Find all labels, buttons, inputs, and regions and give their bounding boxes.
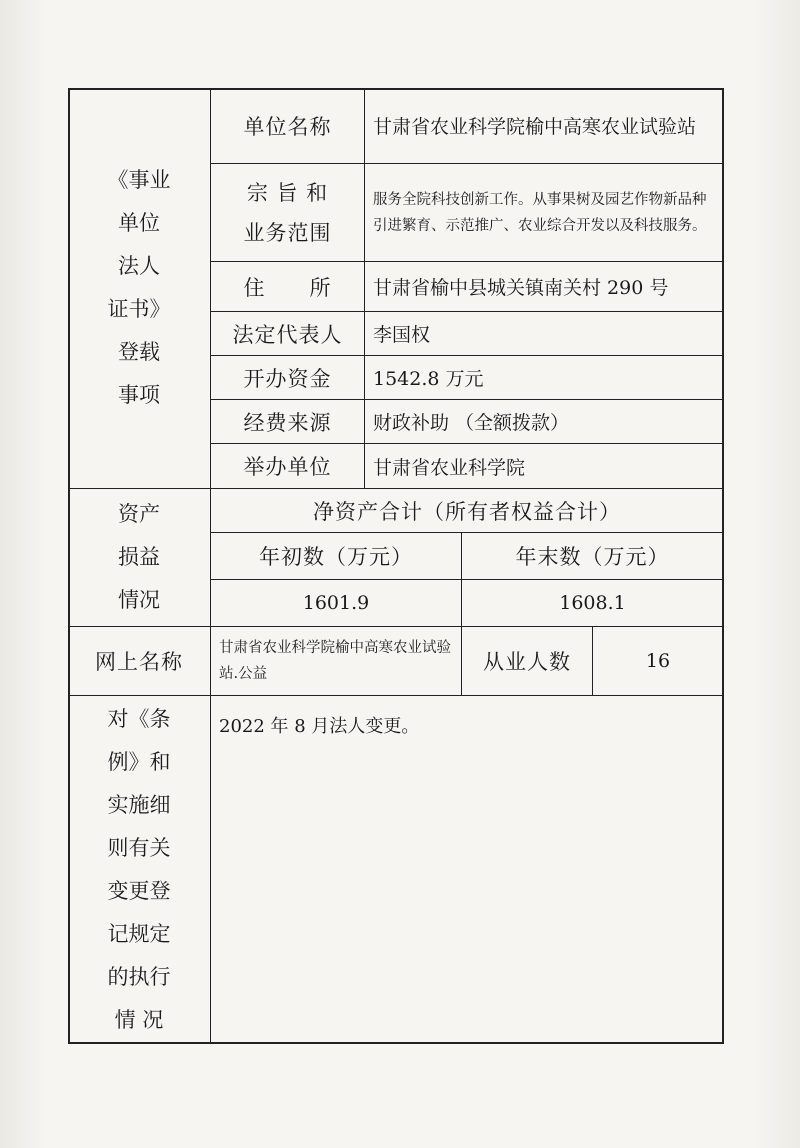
begin-amount-value: 1601.9	[211, 580, 462, 627]
purpose-scope-label	[211, 164, 365, 262]
assets-title-line: 资产	[118, 502, 160, 526]
assets-title-line: 损益	[118, 545, 160, 569]
assets-title-line: 情况	[118, 588, 160, 612]
funding-source-value: 财政补助 （全额拨款）	[365, 400, 724, 444]
registration-table	[68, 88, 724, 1044]
section-title-line: 证书》	[107, 297, 171, 321]
compliance-title-line: 对《条	[107, 706, 171, 731]
section-title-compliance	[68, 696, 211, 1044]
section-title-line: 单位	[118, 211, 160, 235]
net-assets-heading: 净资产合计（所有者权益合计）	[211, 489, 724, 533]
purpose-scope-value: 服务全院科技创新工作。从事果树及园艺作物新品种引进繁育、示范推广、农业综合开发以及科技服务。	[365, 164, 724, 262]
sponsor-unit-value: 甘肃省农业科学院	[365, 444, 724, 489]
startup-capital-label: 开办资金	[211, 356, 365, 400]
legal-representative-label: 法定代表人	[211, 312, 365, 356]
begin-amount-label: 年初数（万元）	[211, 533, 462, 580]
legal-representative-value: 李国权	[365, 312, 724, 356]
staff-count-label: 从业人数	[462, 627, 593, 696]
address-value: 甘肃省榆中县城关镇南关村 290 号	[365, 262, 724, 312]
online-name-value: 甘肃省农业科学院榆中高寒农业试验站.公益	[211, 627, 462, 696]
end-amount-value: 1608.1	[462, 580, 724, 627]
unit-name-value: 甘肃省农业科学院榆中高寒农业试验站	[365, 88, 724, 164]
section-title-line: 法人	[118, 254, 160, 278]
section-title-line: 事项	[118, 383, 160, 407]
section-title-assets	[68, 489, 211, 627]
purpose-scope-label-line: 业务范围	[243, 220, 332, 245]
startup-capital-value: 1542.8 万元	[365, 356, 724, 400]
section-title-certificate	[68, 88, 211, 489]
compliance-title-line: 情 况	[114, 1007, 164, 1032]
sponsor-unit-label: 举办单位	[211, 444, 365, 489]
staff-count-value: 16	[593, 627, 724, 696]
end-amount-label: 年末数（万元）	[462, 533, 724, 580]
compliance-title-line: 记规定	[107, 921, 171, 946]
compliance-title-line: 的执行	[107, 964, 171, 989]
compliance-title-line: 则有关	[107, 835, 171, 860]
compliance-title-line: 变更登	[107, 878, 171, 903]
compliance-text: 2022 年 8 月法人变更。	[219, 716, 420, 737]
compliance-title-line: 例》和	[107, 749, 171, 774]
section-title-line: 登载	[118, 340, 160, 364]
compliance-content	[211, 696, 724, 1044]
compliance-title-line: 实施细	[107, 792, 171, 817]
purpose-scope-label-line: 宗 旨 和	[246, 180, 329, 205]
funding-source-label: 经费来源	[211, 400, 365, 444]
address-label: 住 所	[211, 262, 365, 312]
section-title-line: 《事业	[107, 168, 171, 192]
unit-name-label: 单位名称	[211, 88, 365, 164]
online-name-label: 网上名称	[68, 627, 211, 696]
